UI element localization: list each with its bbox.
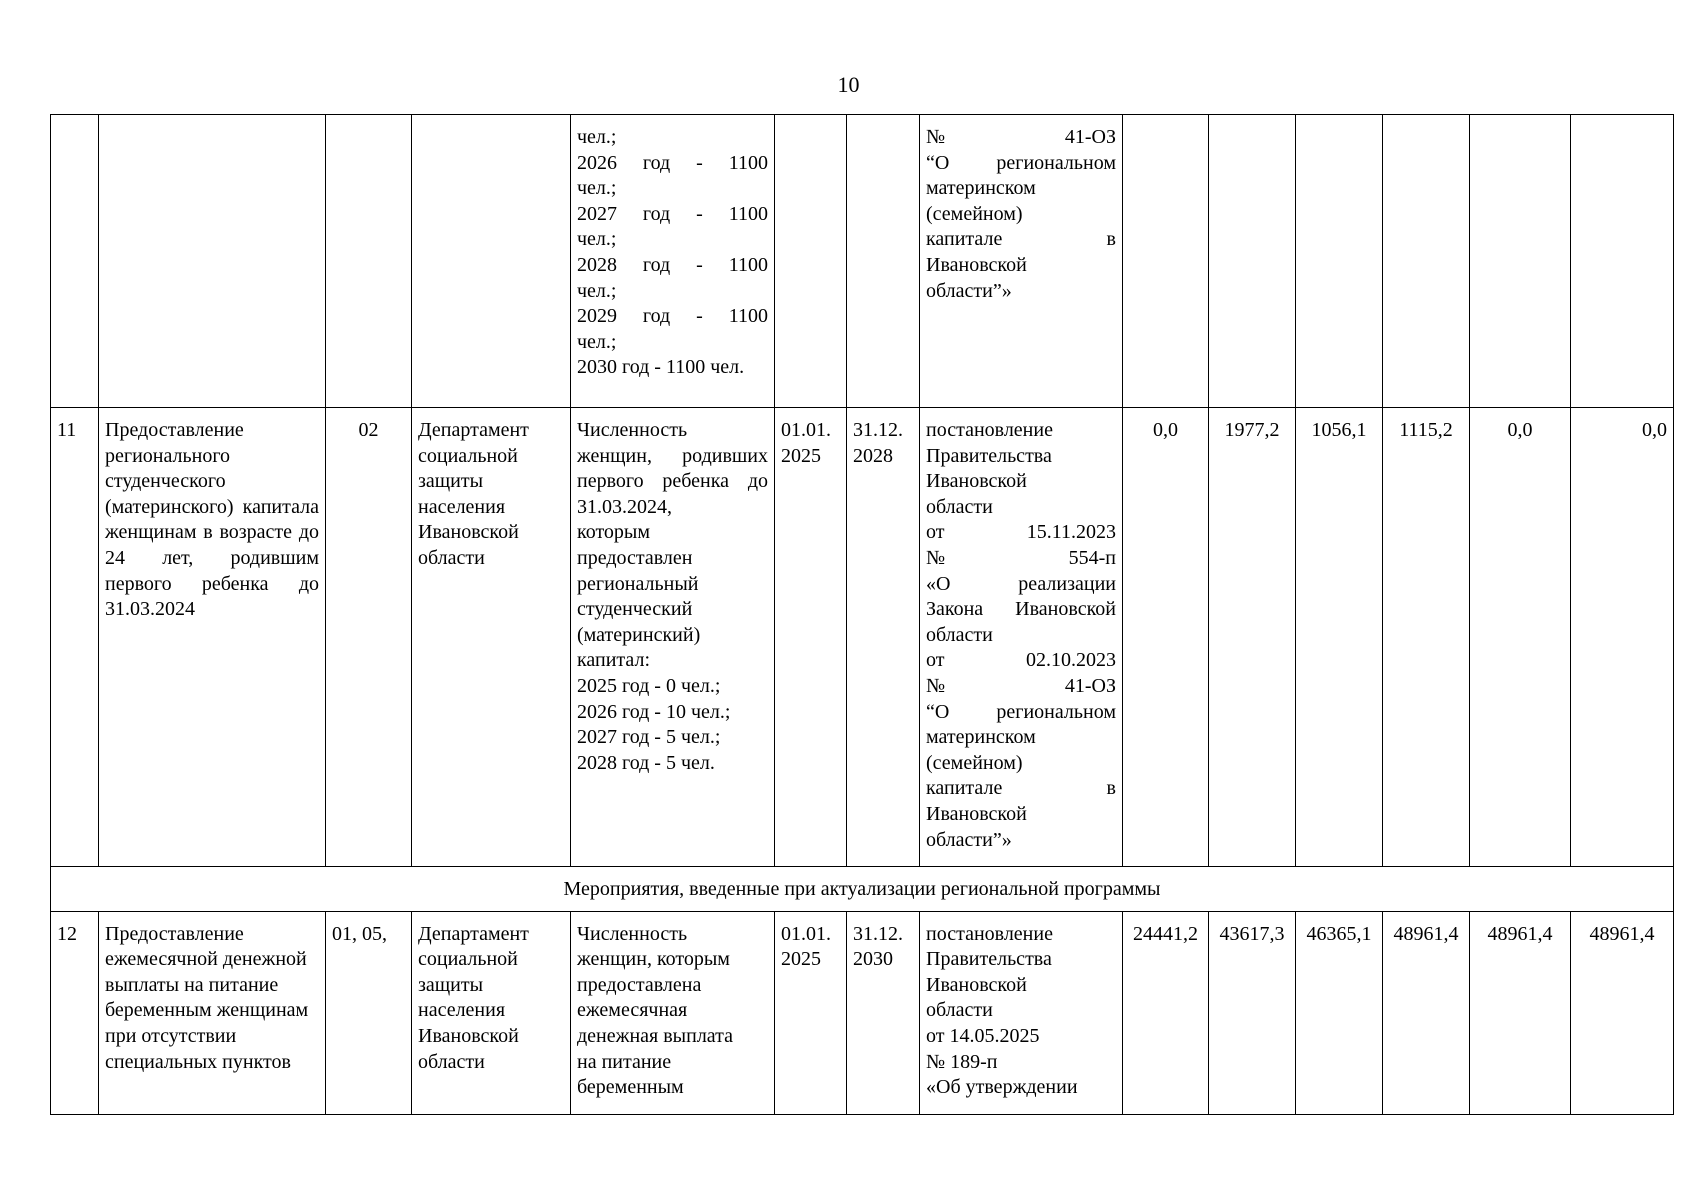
row-number: 12 bbox=[51, 911, 99, 1114]
measure-name: Предоставление ежемесячной денежной выплаты на питание беременным женщинам при отсутствии специальных пунктов bbox=[99, 911, 326, 1114]
cell-line: капитале в bbox=[926, 777, 1116, 800]
funding-value: 46365,1 bbox=[1296, 911, 1383, 1114]
cell-line: беременным bbox=[577, 1076, 684, 1099]
table-row bbox=[51, 408, 1674, 867]
cell-line: 2028 год - 5 чел. bbox=[577, 751, 715, 774]
cell-line: № 41-ОЗ bbox=[926, 126, 1116, 148]
task-code: 02 bbox=[326, 408, 412, 867]
funding-value: 43617,3 bbox=[1209, 911, 1296, 1114]
cell-line: (материнский) bbox=[577, 623, 701, 646]
cell-line: чел.; bbox=[577, 126, 617, 148]
start-date bbox=[775, 115, 847, 408]
start-date: 01.01. 2025 bbox=[775, 408, 847, 867]
legal-basis bbox=[920, 115, 1123, 408]
funding-value: 48961,4 bbox=[1383, 911, 1470, 1114]
row-number bbox=[51, 115, 99, 408]
cell-line: (семейном) bbox=[926, 751, 1023, 774]
cell-line: от 14.05.2025 bbox=[926, 1024, 1040, 1047]
cell-line: первого ребенка до bbox=[577, 470, 768, 493]
funding-value: 0,0 bbox=[1571, 408, 1674, 867]
task-code bbox=[326, 115, 412, 408]
funding-value: 48961,4 bbox=[1470, 911, 1571, 1114]
cell-line: предоставлена bbox=[577, 973, 702, 996]
cell-line: предоставлен bbox=[577, 546, 693, 569]
cell-line: “О региональном bbox=[926, 700, 1116, 723]
cell-line: которым bbox=[577, 521, 651, 544]
funding-value: 0,0 bbox=[1470, 408, 1571, 867]
cell-line: № 554-п bbox=[926, 546, 1116, 569]
page-number: 10 bbox=[837, 72, 860, 97]
cell-line: женщин, которым bbox=[577, 948, 730, 971]
funding-value bbox=[1470, 115, 1571, 408]
section-header-row bbox=[51, 867, 1674, 912]
measure-name bbox=[99, 115, 326, 408]
legal-basis bbox=[920, 911, 1123, 1114]
cell-line: 31.03.2024, bbox=[577, 495, 672, 518]
cell-line: от 15.11.2023 bbox=[926, 521, 1116, 544]
cell-line: 2028 год - 1100 bbox=[577, 253, 768, 276]
cell-line: Правительства bbox=[926, 948, 1052, 971]
executor bbox=[412, 115, 571, 408]
section-title: Мероприятия, введенные при актуализации региональной программы bbox=[51, 867, 1674, 912]
cell-line: (семейном) bbox=[926, 202, 1023, 225]
funding-value bbox=[1123, 115, 1209, 408]
funding-value: 1977,2 bbox=[1209, 408, 1296, 867]
cell-line: на питание bbox=[577, 1050, 672, 1073]
cell-line: от 02.10.2023 bbox=[926, 649, 1116, 672]
start-date: 01.01. 2025 bbox=[775, 911, 847, 1114]
task-code: 01, 05, bbox=[326, 911, 412, 1114]
cell-line: капитале в bbox=[926, 228, 1116, 251]
measures-table bbox=[50, 114, 1674, 1115]
end-date: 31.12. 2030 bbox=[847, 911, 920, 1114]
cell-line: капитал: bbox=[577, 649, 651, 672]
cell-line: 2027 год - 1100 bbox=[577, 202, 768, 225]
cell-line: чел.; bbox=[577, 177, 617, 200]
cell-line: женщин, родивших bbox=[577, 444, 768, 467]
cell-line: Правительства bbox=[926, 444, 1052, 467]
executor: Департамент социальной защиты населения Ивановской области bbox=[412, 408, 571, 867]
funding-value: 0,0 bbox=[1123, 408, 1209, 867]
cell-line: постановление bbox=[926, 419, 1053, 441]
table-row bbox=[51, 115, 1674, 408]
end-date bbox=[847, 115, 920, 408]
cell-line: постановление bbox=[926, 922, 1053, 945]
cell-line: области”» bbox=[926, 279, 1012, 302]
cell-line: области bbox=[926, 495, 993, 518]
cell-line: материнском bbox=[926, 177, 1036, 200]
cell-line: Численность bbox=[577, 922, 688, 945]
executor: Департамент социальной защиты населения Ивановской области bbox=[412, 911, 571, 1114]
funding-value: 1115,2 bbox=[1383, 408, 1470, 867]
row-number: 11 bbox=[51, 408, 99, 867]
cell-line: 2026 год - 10 чел.; bbox=[577, 700, 731, 723]
cell-line: № 41-ОЗ bbox=[926, 674, 1116, 697]
cell-line: «О реализации bbox=[926, 572, 1116, 595]
funding-value bbox=[1209, 115, 1296, 408]
cell-line: 2030 год - 1100 чел. bbox=[577, 356, 745, 379]
cell-line: области bbox=[926, 999, 993, 1022]
end-date: 31.12. 2028 bbox=[847, 408, 920, 867]
cell-line: студенческий bbox=[577, 598, 693, 621]
measure-name: Предоставление регионального студенческого (материнского) капитала женщинам в возрасте до 24 лет, родившим первого ребенка до 31.03.2024 bbox=[99, 408, 326, 867]
cell-line: «Об утверждении bbox=[926, 1076, 1078, 1099]
indicator bbox=[571, 911, 775, 1114]
cell-line: чел.; bbox=[577, 279, 617, 302]
cell-line: чел.; bbox=[577, 330, 617, 353]
funding-value: 24441,2 bbox=[1123, 911, 1209, 1114]
funding-value: 1056,1 bbox=[1296, 408, 1383, 867]
cell-line: денежная выплата bbox=[577, 1024, 734, 1047]
cell-line: “О региональном bbox=[926, 151, 1116, 174]
funding-value bbox=[1571, 115, 1674, 408]
cell-line: Закона Ивановской bbox=[926, 598, 1116, 621]
cell-line: Численность bbox=[577, 419, 688, 441]
funding-value bbox=[1296, 115, 1383, 408]
cell-line: 2027 год - 5 чел.; bbox=[577, 726, 721, 749]
cell-line: области bbox=[926, 623, 993, 646]
legal-basis bbox=[920, 408, 1123, 867]
cell-line: Ивановской bbox=[926, 470, 1027, 493]
cell-line: 2026 год - 1100 bbox=[577, 151, 768, 174]
cell-line: области”» bbox=[926, 828, 1012, 851]
indicator bbox=[571, 408, 775, 867]
cell-line: Ивановской bbox=[926, 253, 1027, 276]
indicator bbox=[571, 115, 775, 408]
table-row bbox=[51, 911, 1674, 1114]
cell-line: 2029 год - 1100 bbox=[577, 305, 768, 328]
cell-line: Ивановской bbox=[926, 973, 1027, 996]
cell-line: Ивановской bbox=[926, 802, 1027, 825]
cell-line: № 189-п bbox=[926, 1050, 998, 1073]
funding-value bbox=[1383, 115, 1470, 408]
cell-line: материнском bbox=[926, 726, 1036, 749]
cell-line: чел.; bbox=[577, 228, 617, 251]
cell-line: 2025 год - 0 чел.; bbox=[577, 674, 721, 697]
cell-line: ежемесячная bbox=[577, 999, 688, 1022]
funding-value: 48961,4 bbox=[1571, 911, 1674, 1114]
cell-line: региональный bbox=[577, 572, 699, 595]
